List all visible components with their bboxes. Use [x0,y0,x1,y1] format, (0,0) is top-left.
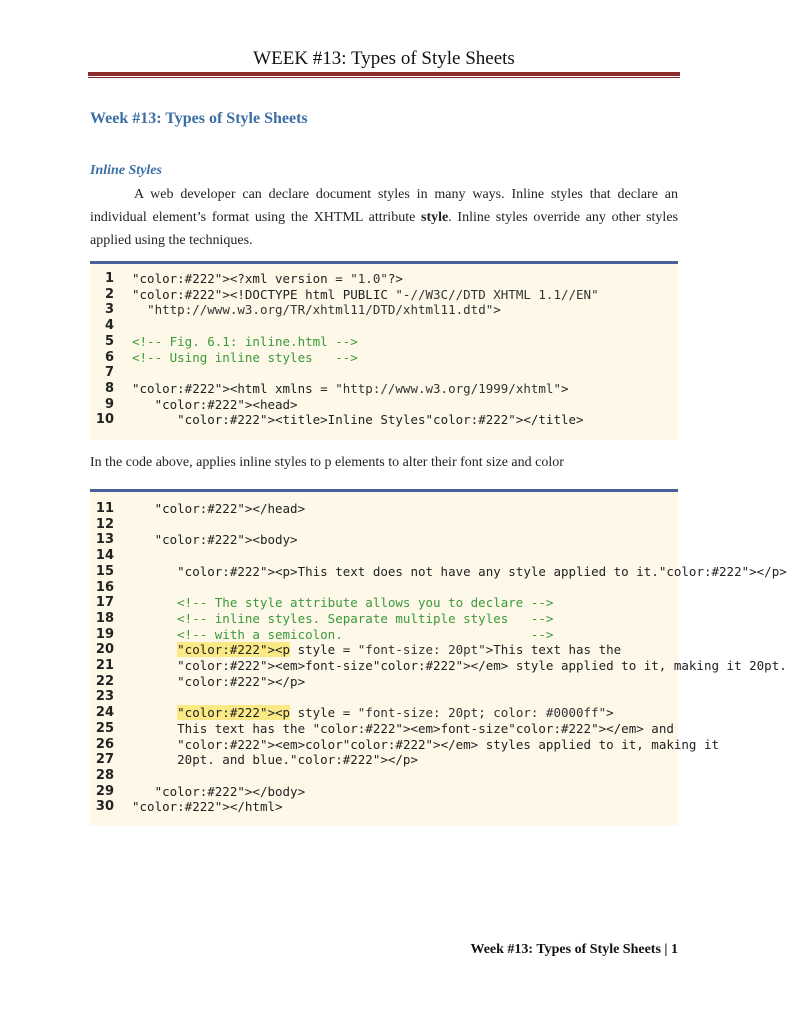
line-number: 15 [95,563,114,579]
line-number: 8 [104,380,114,396]
line-number: 9 [104,396,114,412]
code-block-1 [90,261,678,440]
code-line [90,799,678,815]
line-number: 7 [104,365,114,381]
intro-keyword: style [421,210,449,225]
line-number: 10 [95,412,114,428]
line-number: 13 [95,532,114,548]
code-line [90,674,678,690]
code-line [90,752,678,768]
code-line [90,334,678,350]
header-rule [88,72,680,76]
code-text: <!-- Using inline styles --> [132,349,358,365]
code-line [90,517,678,533]
code-text: "color:#222"><p style = "font-size: 20pt; color: #0000ff"> [177,705,614,721]
code-line [90,736,720,753]
code-line [90,548,678,564]
code-text: "color:#222"><p style = "font-size: 20pt">This text has the [177,642,622,658]
footer-page-number: 1 [671,942,678,957]
code-text: <!-- Fig. 6.1: inline.html --> [132,333,358,349]
line-number: 5 [104,333,114,349]
code-text: "color:#222"><body> [154,532,298,548]
code-text: 20pt. and blue."color:#222"></p> [132,752,418,768]
code-line [90,350,678,366]
line-number: 25 [95,720,114,736]
line-number: 1 [104,271,114,286]
code-text: "color:#222"><em>font-size"color:#222"></em> style applied to it, making it 20pt. [177,658,787,673]
code-block-2 [90,489,787,826]
code-line [90,412,678,428]
header-rule-thin [88,77,680,78]
code-text: "color:#222"></body> [154,783,306,799]
line-number: 6 [104,349,114,365]
code-line [90,705,678,721]
code-text: <!-- with a semicolon. --> [132,626,554,642]
line-number: 3 [104,302,114,318]
code-line [90,532,678,548]
code-line [90,271,678,287]
line-number: 2 [104,286,114,302]
line-number: 12 [95,516,114,532]
code-line [90,381,678,397]
line-number: 22 [95,673,114,689]
code-text: "color:#222"></p> [177,673,306,689]
line-number: 28 [95,767,114,783]
line-number: 18 [95,610,114,626]
line-number: 21 [95,658,114,673]
code-line [90,501,678,517]
section-heading: Week #13: Types of Style Sheets [90,110,308,127]
code-text: "color:#222"><em>color"color:#222"></em> styles applied to it, making it [177,736,720,752]
code-line [90,721,678,737]
line-number: 17 [95,595,114,611]
code-text: "color:#222"><title>Inline Styles"color:#222"></title> [177,412,584,428]
code-line [90,627,678,643]
code-line [90,563,787,580]
code-line [90,768,678,784]
code-line [90,595,678,611]
intro-text-2: . Inline styles override any other styles applied using the techniques. [90,210,678,248]
code-line [90,642,678,658]
line-number: 24 [95,705,114,721]
line-number: 29 [95,783,114,799]
line-number: 30 [95,799,114,815]
code-line [90,611,678,627]
code-text: "color:#222"><?xml version = "1.0"?> [132,271,403,286]
code-text: "color:#222"><html xmlns = "http://www.w3.org/1999/xhtml"> [132,380,569,396]
code-text: "color:#222"><!DOCTYPE html PUBLIC "-//W3C//DTD XHTML 1.1//EN" [132,286,599,302]
code-line [90,302,678,318]
line-number: 14 [95,548,114,564]
code-line [90,580,678,596]
code-line [90,318,678,334]
line-number: 11 [95,501,114,516]
subsection-heading: Inline Styles [90,163,162,178]
line-number: 16 [95,579,114,595]
explanation-text: In the code above, applies inline styles to p elements to alter their font size and color [90,455,564,470]
code-text: "color:#222"><head> [154,396,298,412]
line-number: 26 [95,736,114,752]
code-text: "http://www.w3.org/TR/xhtml11/DTD/xhtml11.dtd"> [147,302,501,318]
code-line [90,365,678,381]
code-text: "color:#222"><p>This text does not have any style applied to it."color:#222"></p> [177,563,787,579]
line-number: 23 [95,689,114,705]
intro-text-1: A web developer can declare document styles in many ways. Inline styles that declare an individual element’s format using the XHTML attribute [90,187,678,225]
code-text: <!-- The style attribute allows you to declare --> [132,595,554,611]
footer-separator: | [660,942,671,957]
code-line [90,397,678,413]
code-line [90,287,678,303]
code-line [90,689,678,705]
line-number: 4 [104,318,114,334]
footer-label: Week #13: Types of Style Sheets [470,942,661,957]
page-header-title: WEEK #13: Types of Style Sheets [253,48,515,69]
code-text: <!-- inline styles. Separate multiple styles --> [132,610,554,626]
page-footer [470,942,678,958]
code-line [90,784,678,800]
code-line [90,658,787,674]
line-number: 20 [95,642,114,658]
code-text: This text has the "color:#222"><em>font-size"color:#222"></em> and [132,720,674,736]
intro-paragraph [90,183,678,252]
line-number: 19 [95,626,114,642]
line-number: 27 [95,752,114,768]
code-text: "color:#222"></head> [154,501,306,516]
code-text: "color:#222"></html> [132,799,283,815]
